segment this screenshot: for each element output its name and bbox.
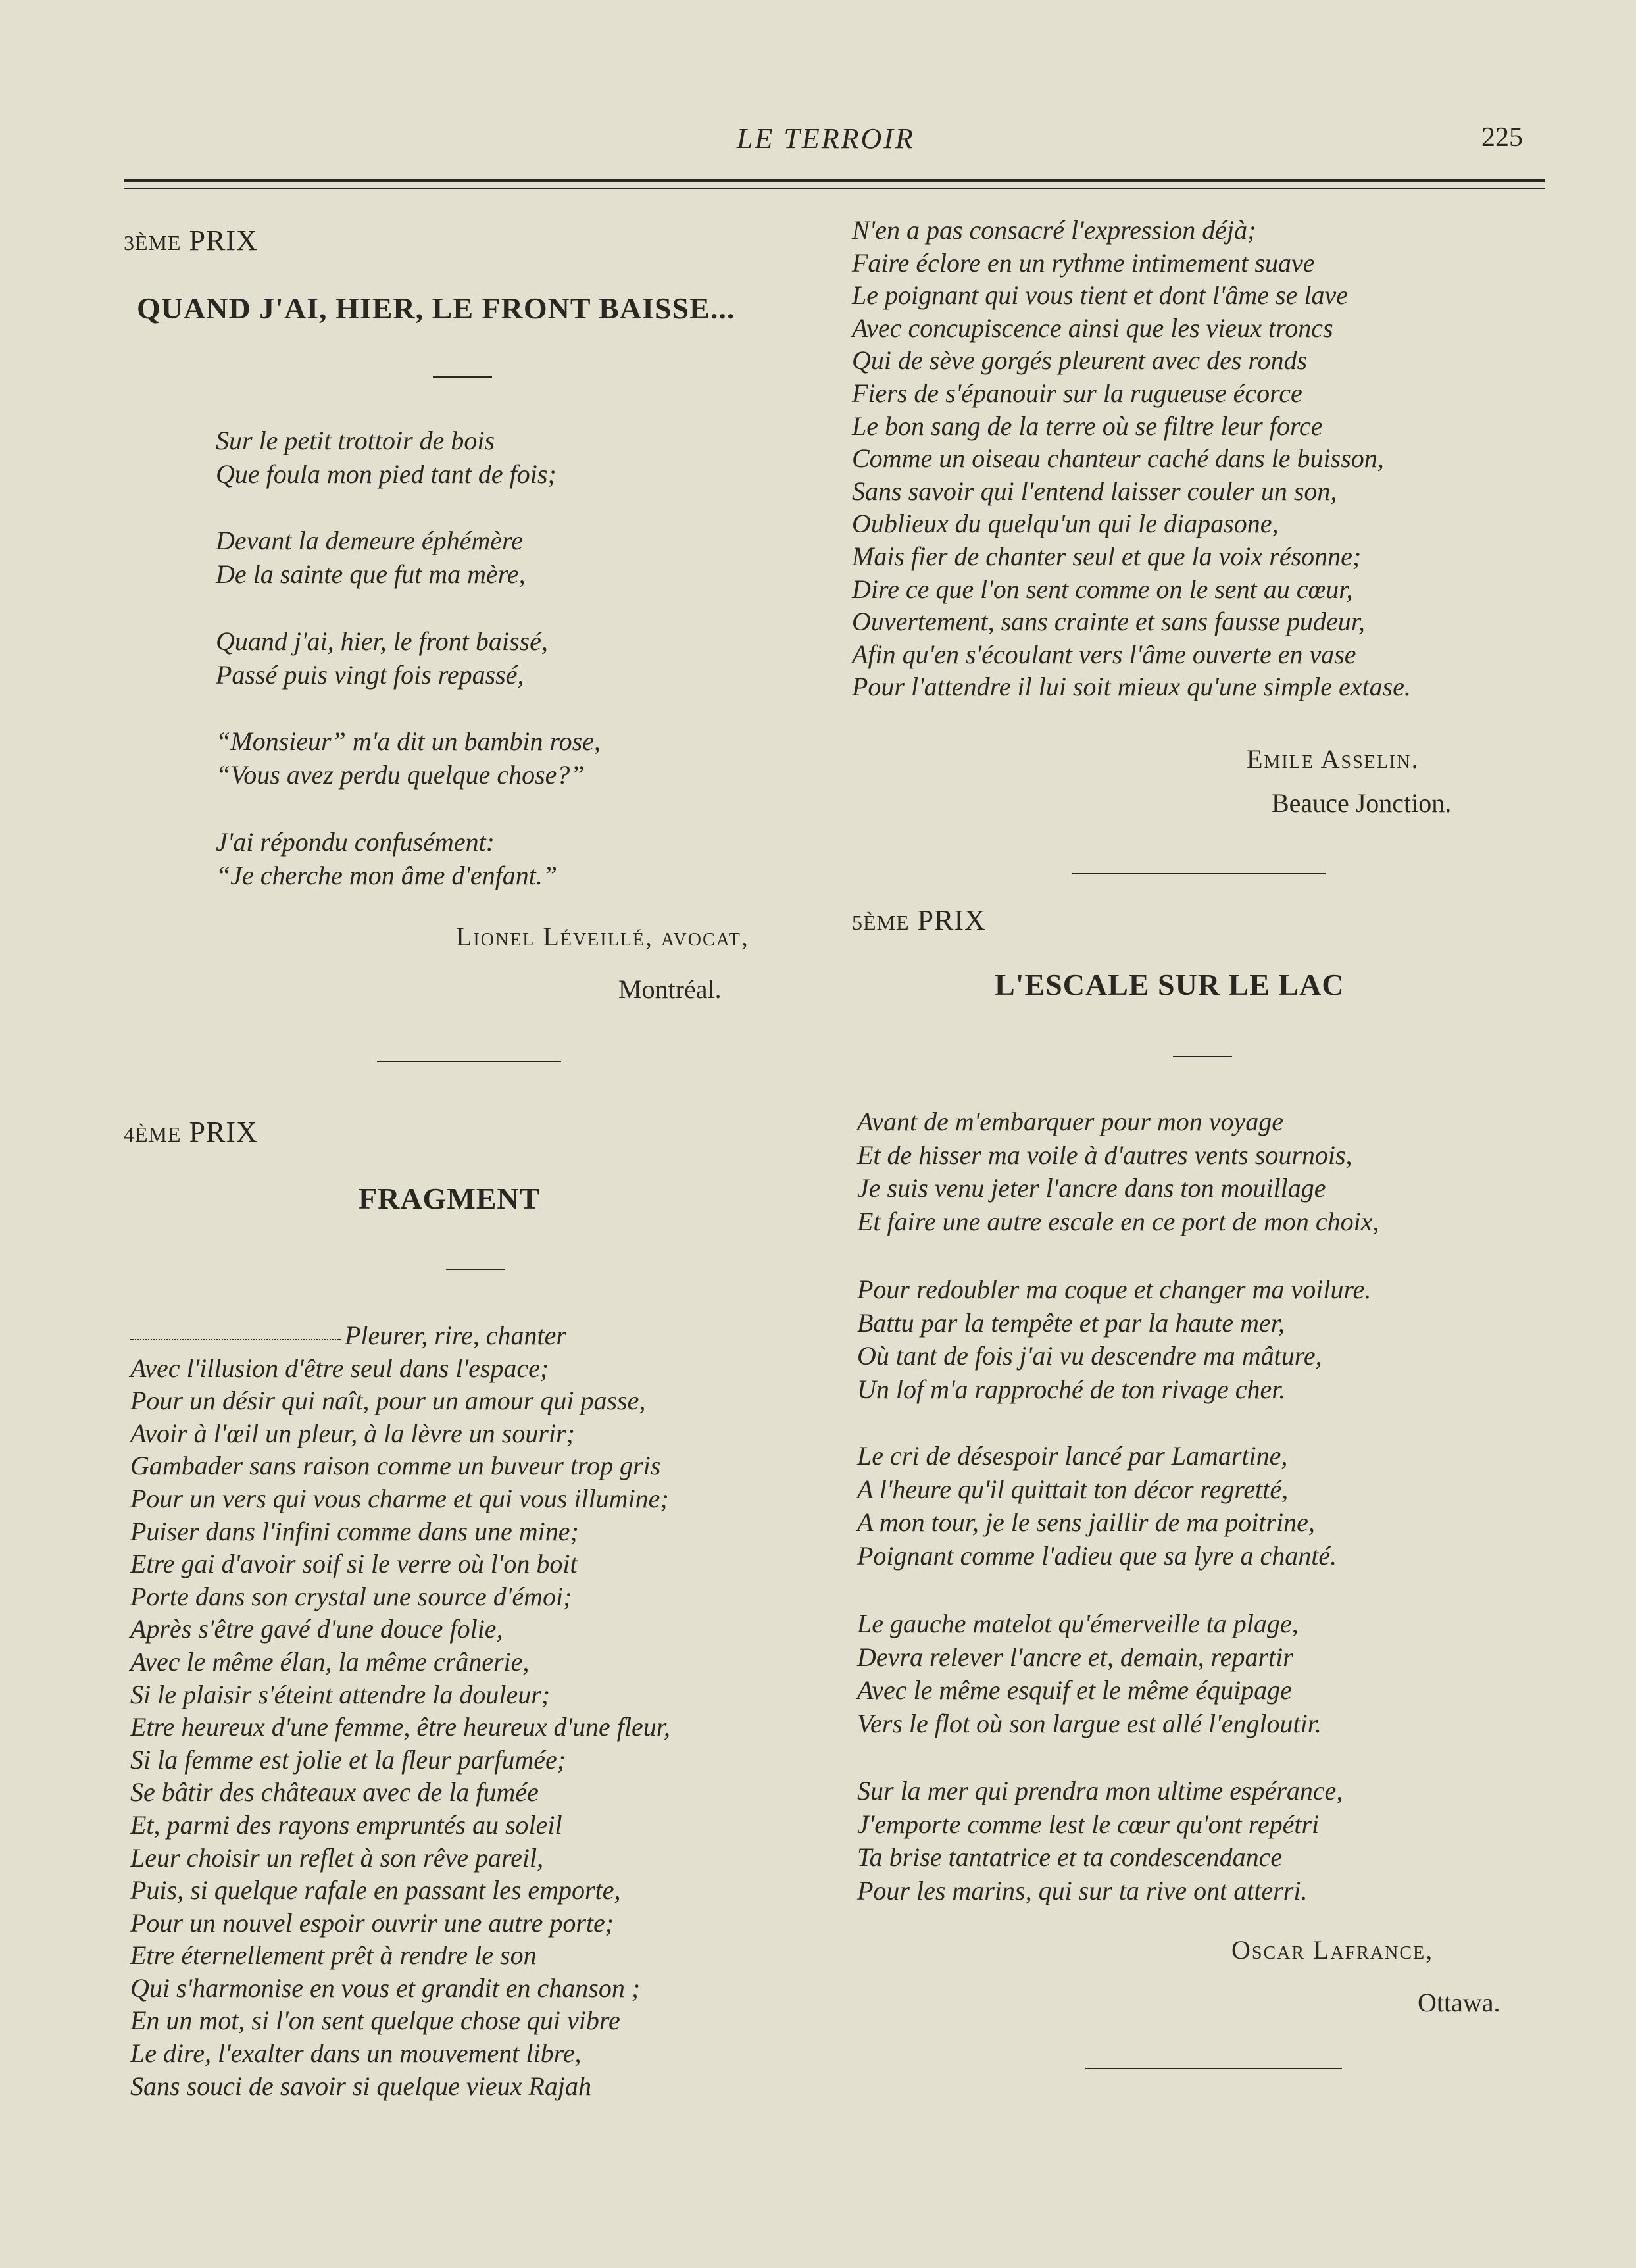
author-name: Oscar Lafrance, (1231, 1935, 1434, 1965)
verse-line: Si le plaisir s'éteint attendre la douleur; (130, 1679, 551, 1709)
poem3-stanza-1 (216, 424, 557, 491)
verse-line: Quand j'ai, hier, le front baissé, (216, 626, 548, 656)
verse-line: De la sainte que fut ma mère, (216, 559, 526, 589)
verse-line: A mon tour, je le sens jaillir de ma poitrine, (857, 1507, 1315, 1537)
verse-line: Ta brise tantatrice et ta condescendance (857, 1842, 1283, 1872)
verse-line: Etre éternellement prêt à rendre le son (130, 1940, 537, 1971)
poem-title-4: FRAGMENT (359, 1182, 541, 1215)
section-divider (1072, 873, 1326, 874)
verse-line: Devra relever l'ancre et, demain, repartir (857, 1642, 1293, 1672)
verse-line: Et faire une autre escale en ce port de mon choix, (857, 1206, 1379, 1236)
prize-word: PRIX (189, 1116, 258, 1148)
verse-line: Dire ce que l'on sent comme on le sent au cœur, (852, 574, 1353, 604)
verse-line: Battu par la tempête et par la haute mer, (857, 1307, 1285, 1338)
verse-line: Le cri de désespoir lancé par Lamartine, (857, 1441, 1288, 1471)
poem5-stanza-1 (857, 1105, 1379, 1238)
verse-line: Et, parmi des rayons empruntés au soleil (130, 1809, 562, 1840)
verse-line: Sans savoir qui l'entend laisser couler un son, (852, 476, 1337, 506)
verse-line: Après s'être gavé d'une douce folie, (130, 1614, 503, 1644)
prize-word: PRIX (189, 224, 258, 257)
verse-line: Pour l'attendre il lui soit mieux qu'une simple extase. (852, 672, 1411, 702)
verse-line: Pour un nouvel espoir ouvrir une autre porte; (130, 1907, 614, 1938)
verse-line: Gambader sans raison comme un buveur trop gris (130, 1451, 661, 1481)
poem4-continuation (852, 214, 1411, 703)
poem5-stanza-2 (857, 1273, 1371, 1406)
prize-heading-5 (852, 903, 986, 937)
verse-line: “Monsieur” m'a dit un bambin rose, (216, 726, 601, 756)
title-rule (433, 376, 492, 378)
verse-line: Et de hisser ma voile à d'autres vents sournois, (857, 1140, 1352, 1170)
verse-line: J'emporte comme lest le cœur qu'ont repétri (857, 1809, 1320, 1839)
verse-line: Vers le flot où son largue est allé l'engloutir. (857, 1708, 1322, 1738)
verse-line: Avoir à l'œil un pleur, à la lèvre un sourir; (130, 1418, 575, 1448)
poem3-stanza-4 (216, 725, 601, 792)
verse-line: Pour un vers qui vous charme et qui vous illumine; (130, 1483, 669, 1513)
verse-line: En un mot, si l'on sent quelque chose qui vibre (130, 2005, 620, 2036)
dotted-leader (130, 1338, 341, 1340)
verse-line: Le bon sang de la terre où se filtre leur force (852, 411, 1323, 441)
verse-line: Ouvertement, sans crainte et sans fausse pudeur, (852, 607, 1365, 637)
prize-number: 3ÈME (124, 231, 182, 255)
verse-line: Fiers de s'épanouir sur la rugueuse écorce (852, 378, 1302, 408)
verse-line: Se bâtir des châteaux avec de la fumée (130, 1777, 539, 1807)
verse-line: J'ai répondu confusément: (216, 827, 495, 857)
poem5-author (1231, 1934, 1433, 1965)
verse-line: Sans souci de savoir si quelque vieux Rajah (130, 2071, 591, 2101)
verse-line: Un lof m'a rapproché de ton rivage cher. (857, 1374, 1286, 1404)
poem3-place: Montréal. (618, 974, 722, 1004)
verse-line: Etre gai d'avoir soif si le verre où l'on boit (130, 1549, 578, 1579)
poem4-place: Beauce Jonction. (1272, 788, 1452, 818)
verse-line: Pour redoubler ma coque et changer ma voilure. (857, 1274, 1372, 1304)
verse-line: Devant la demeure éphémère (216, 526, 523, 555)
verse-line: Leur choisir un reflet à son rêve pareil, (130, 1842, 544, 1873)
verse-line: Où tant de fois j'ai vu descendre ma mâture, (857, 1341, 1322, 1371)
verse-line: “Je cherche mon âme d'enfant.” (216, 860, 558, 890)
author-name: Emile Asselin. (1247, 744, 1420, 774)
verse-line: Que foula mon pied tant de fois; (216, 459, 557, 489)
verse-line: Sur le petit trottoir de bois (216, 426, 495, 455)
verse-line: Poignant comme l'adieu que sa lyre a chanté. (857, 1540, 1337, 1571)
verse-line: Je suis venu jeter l'ancre dans ton mouillage (857, 1173, 1326, 1203)
verse-line: Passé puis vingt fois repassé, (216, 659, 524, 690)
verse-line: Comme un oiseau chanteur caché dans le buisson, (852, 443, 1384, 474)
verse-line: Pour les marins, qui sur ta rive ont atterri. (857, 1875, 1308, 1905)
verse-line: N'en a pas consacré l'expression déjà; (852, 215, 1256, 245)
poem-title-3: QUAND J'AI, HIER, LE FRONT BAISSE... (137, 291, 735, 325)
verse-line: “Vous avez perdu quelque chose?” (216, 759, 585, 790)
verse-line: Puiser dans l'infini comme dans une mine; (130, 1516, 579, 1546)
verse-line: Le poignant qui vous tient et dont l'âme se lave (852, 280, 1348, 311)
verse-line: Avec l'illusion d'être seul dans l'espace; (130, 1353, 549, 1383)
prize-number: 5ÈME (852, 911, 910, 934)
prize-heading-4 (124, 1115, 258, 1149)
verse-line: Faire éclore en un rythme intimement suave (852, 247, 1315, 278)
verse-line: Mais fier de chanter seul et que la voix résonne; (852, 541, 1362, 571)
verse-line: A l'heure qu'il quittait ton décor regretté, (857, 1474, 1289, 1504)
verse-text: Pleurer, rire, chanter (345, 1321, 566, 1350)
header-rule-thick (124, 179, 1545, 182)
prize-number: 4ÈME (124, 1122, 182, 1146)
verse-line: Etre heureux d'une femme, être heureux d'une fleur, (130, 1712, 670, 1742)
verse-line: Qui s'harmonise en vous et grandit en chanson ; (130, 1973, 641, 2003)
verse-line: Pour un désir qui naît, pour un amour qui passe, (130, 1386, 646, 1416)
poem5-place: Ottawa. (1418, 1988, 1500, 2017)
poem3-author (456, 921, 749, 952)
poem5-stanza-4 (857, 1607, 1322, 1740)
poem-title-5: L'ESCALE SUR LE LAC (995, 968, 1345, 1001)
verse-line: Avec le même esquif et le même équipage (857, 1675, 1292, 1705)
author-name: Lionel Léveillé, avocat, (456, 922, 749, 951)
poem5-stanza-5 (857, 1775, 1343, 1907)
verse-line: Sur la mer qui prendra mon ultime espérance, (857, 1776, 1343, 1805)
poem3-stanza-5 (216, 826, 557, 892)
verse-line: Afin qu'en s'écoulant vers l'âme ouverte en vase (852, 639, 1356, 669)
verse-line: Puis, si quelque rafale en passant les emporte, (130, 1875, 621, 1905)
poem4-verses (130, 1319, 670, 2102)
title-rule (1173, 1056, 1232, 1057)
verse-line: Oublieux du quelqu'un qui le diapasone, (852, 509, 1279, 539)
poem3-stanza-2 (216, 524, 526, 591)
poem4-author (1247, 743, 1419, 774)
verse-line: Avec concupiscence ainsi que les vieux troncs (852, 313, 1333, 343)
title-rule (446, 1269, 505, 1270)
section-divider (1085, 2068, 1342, 2069)
verse-line: Porte dans son crystal une source d'émoi; (130, 1581, 572, 1611)
verse-line-leader (130, 1319, 670, 1352)
verse-line: Si la femme est jolie et la fleur parfumée; (130, 1744, 566, 1775)
running-title: LE TERROIR (737, 122, 915, 155)
verse-line: Qui de sève gorgés pleurent avec des ronds (852, 345, 1308, 376)
prize-word: PRIX (917, 904, 986, 936)
prize-heading-3 (124, 224, 258, 257)
verse-line: Le gauche matelot qu'émerveille ta plage, (857, 1609, 1299, 1638)
verse-line: Le dire, l'exalter dans un mouvement libre, (130, 2038, 582, 2069)
page-number: 225 (1481, 122, 1523, 153)
section-divider (377, 1061, 561, 1062)
poem3-stanza-3 (216, 625, 548, 692)
poem5-stanza-3 (857, 1440, 1337, 1573)
running-header (0, 122, 1636, 161)
verse-line: Avec le même élan, la même crânerie, (130, 1646, 530, 1676)
header-rule-thin (124, 188, 1545, 189)
verse-line: Avant de m'embarquer pour mon voyage (857, 1107, 1284, 1136)
